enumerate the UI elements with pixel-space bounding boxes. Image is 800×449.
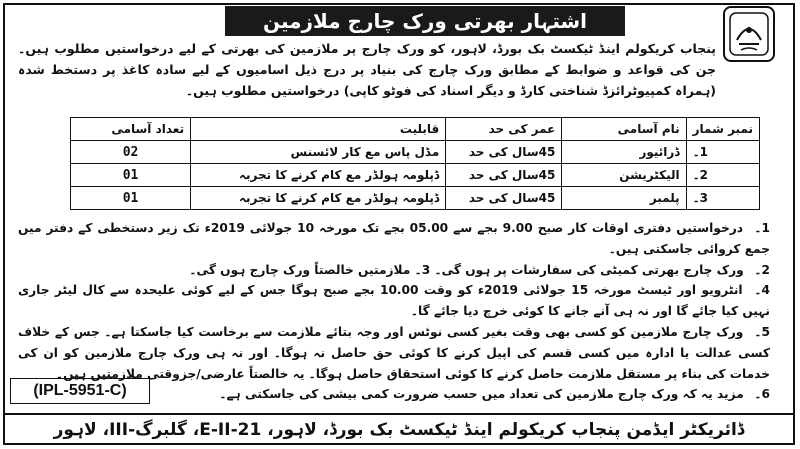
list-item [18, 280, 770, 322]
row-qualification: مڈل پاس مع کار لائسنس [191, 141, 446, 164]
row-count: 01 [71, 187, 191, 210]
row-qualification: ڈپلومہ ہولڈر مع کام کرنے کا تجربہ [191, 187, 446, 210]
board-seal-icon [723, 6, 775, 62]
term-number: 2۔ [754, 262, 770, 277]
reference-code: (IPL-5951-C) [10, 378, 150, 404]
row-age: 45سال کی حد [446, 187, 562, 210]
row-serial: 1۔ [686, 141, 759, 164]
row-post: ڈرائیور [562, 141, 686, 164]
table-header-row [71, 118, 760, 141]
header-serial: نمبر شمار [686, 118, 759, 141]
term-number: 6۔ [754, 387, 770, 402]
term-number: 4۔ [754, 283, 770, 298]
term-text: ورک چارج بھرتی کمیٹی کی سفارشات پر ہوں گی۔ 3۔ ملازمتیں خالصتاً ورک چارج ہوں گی۔ [189, 262, 744, 277]
term-text: مزید یہ کہ ورک چارج ملازمین کی تعداد میں حسب ضرورت کمی بیشی کی جاسکتی ہے۔ [219, 387, 744, 402]
intro-text: پنجاب کریکولم اینڈ ٹیکسٹ بک بورڈ، لاہور، کو ورک چارج پر ملازمین کی بھرتی کے لیے درخواستیں مطلوب ہیں۔ جن کی قواعد و ضوابط کے مطابق ورک چارج کی بنیاد پر درج ذیل اسامیوں کے لیے سادہ کاغذ پر دستخط شدہ (ہمراہ کمپیوٹرائزڈ شناختی کارڈ و دیگر اسناد کی فوٹو کاپی) درخواستیں مطلوب ہیں۔ [18, 41, 716, 98]
jobs-table [70, 117, 760, 210]
term-number: 1۔ [754, 221, 770, 235]
term-text: انٹرویو اور ٹیسٹ مورخہ 15 جولائی 2019ء کو وقت 10.00 بجے صبح ہوگا جس کے لیے کوئی علیحدہ سے کال لیٹر جاری نہیں کیا جائے گا اور نہ ہی آنے جانے کا کوئی خرچ دیا جائے گا۔ [18, 283, 770, 319]
row-count: 02 [71, 141, 191, 164]
term-number: 5۔ [754, 324, 770, 339]
row-post: پلمبر [562, 187, 686, 210]
ad-title: اشتہار بھرتی ورک چارج ملازمین [225, 6, 625, 36]
list-item [18, 260, 770, 281]
row-serial: 3۔ [686, 187, 759, 210]
row-post: الیکٹریشن [562, 164, 686, 187]
list-item [18, 218, 770, 260]
row-serial: 2۔ [686, 164, 759, 187]
term-text: درخواستیں دفتری اوقات کار صبح 9.00 بجے سے 05.00 بجے تک مورخہ 10 جولائی 2019ء تک زیر دستخطی کے دفتر میں جمع کروائی جاسکتی ہیں۔ [18, 221, 770, 256]
header-qualification: قابلیت [191, 118, 446, 141]
table-row [71, 164, 760, 187]
term-text: ورک چارج ملازمین کو کسی بھی وقت بغیر کسی نوٹس اور وجہ بتائے ملازمت سے برخاست کیا جاسکتا ہے۔ جس کے خلاف کسی عدالت یا ادارہ میں کسی قسم کی اپیل کرنے کا کوئی حق حاصل نہ ہوگا۔ اور نہ ہی ورک چارج ملازمین کو ان کی خدمات کی بناء پر مستقل ملازمت حاصل کرنے کا کوئی استحقاق حاصل ہوگا۔ یہ خالصتاً عارضی/جزوقتی ملازمتیں ہیں۔ [18, 324, 770, 381]
intro-paragraph [18, 38, 716, 101]
row-age: 45سال کی حد [446, 164, 562, 187]
row-qualification: ڈپلومہ ہولڈر مع کام کرنے کا تجربہ [191, 164, 446, 187]
footer-address: ڈائریکٹر ایڈمن پنجاب کریکولم اینڈ ٹیکسٹ بک بورڈ، لاہور، 21-E-II، گلبرگ-III، لاہور [3, 413, 795, 445]
header-post: نام آسامی [562, 118, 686, 141]
row-count: 01 [71, 164, 191, 187]
header-count: تعداد آسامی [71, 118, 191, 141]
header-age: عمر کی حد [446, 118, 562, 141]
row-age: 45سال کی حد [446, 141, 562, 164]
table-row [71, 141, 760, 164]
table-row [71, 187, 760, 210]
list-item [18, 322, 770, 384]
